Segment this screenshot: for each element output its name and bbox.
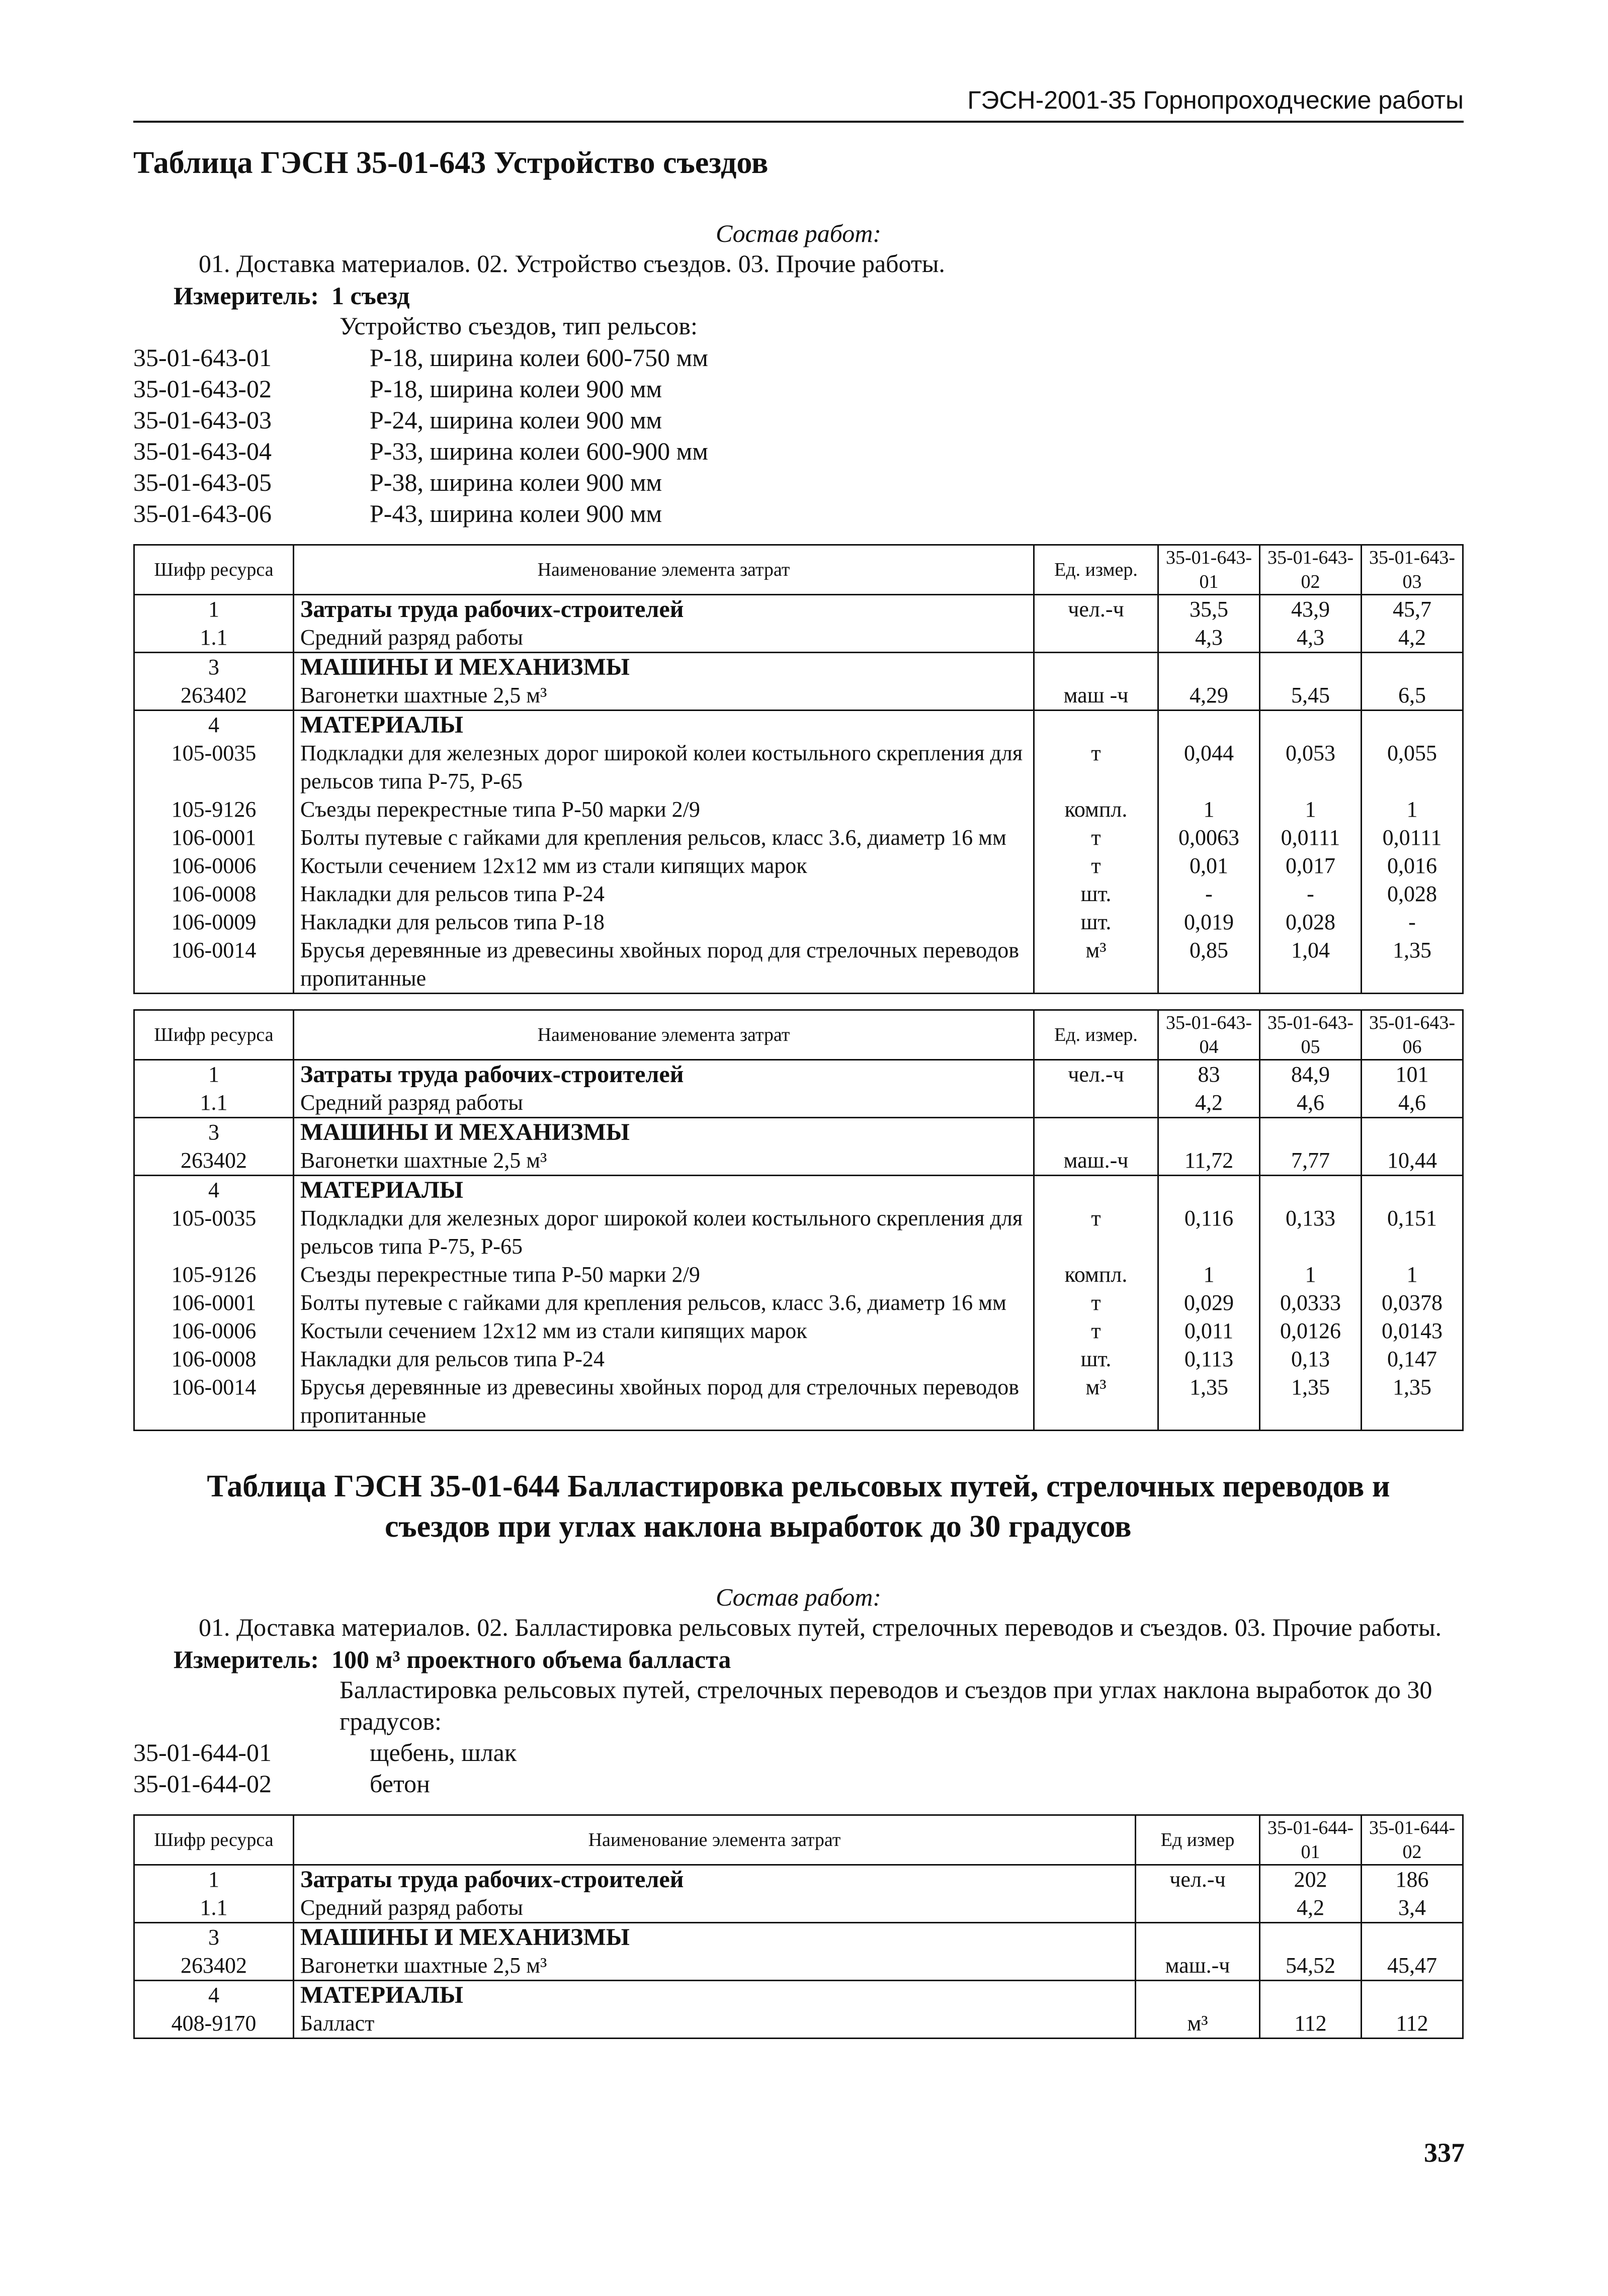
resource-table-644 (133, 1814, 1464, 2039)
cell-code: 1 (134, 594, 294, 624)
table-644-title-line1: Таблица ГЭСН 35-01-644 Балластировка рельсовых путей, стрелочных переводов и (207, 1469, 1390, 1504)
cell-value: 1 (1362, 796, 1463, 824)
cell-value (1158, 1175, 1260, 1204)
cell-name: Вагонетки шахтные 2,5 м³ (294, 1952, 1136, 1981)
cell-code: 105-0035 (134, 739, 294, 796)
cell-code: 4 (134, 710, 294, 739)
cell-value: - (1362, 908, 1463, 936)
table-row (134, 1317, 1463, 1345)
cell-value: 6,5 (1362, 681, 1463, 711)
cell-value (1362, 1923, 1463, 1952)
cell-name: Средний разряд работы (294, 1089, 1034, 1118)
cell-value: 35,5 (1158, 594, 1260, 624)
cell-value: 0,011 (1158, 1317, 1260, 1345)
cell-unit: м³ (1034, 936, 1158, 994)
header-code: Шифр ресурса (134, 1815, 294, 1865)
subhead-643: Устройство съездов, тип рельсов: (340, 312, 698, 340)
code-description: щебень, шлак (370, 1738, 517, 1767)
cell-code: 106-0001 (134, 1289, 294, 1317)
cell-code: 1 (134, 1059, 294, 1089)
table-row (134, 681, 1463, 711)
table-row (134, 1952, 1463, 1981)
cell-code: 106-0014 (134, 1373, 294, 1431)
cell-value: 0,85 (1158, 936, 1260, 994)
cell-unit: чел.-ч (1034, 594, 1158, 624)
cell-value: 0,055 (1362, 739, 1463, 796)
cell-unit: т (1034, 1289, 1158, 1317)
cell-unit (1034, 624, 1158, 653)
code-row (133, 435, 1464, 467)
cell-code: 1.1 (134, 1089, 294, 1118)
running-head: ГЭСН-2001-35 Горнопроходческие работы (133, 85, 1464, 123)
cell-value: 112 (1260, 2009, 1362, 2039)
cell-unit (1034, 1117, 1158, 1146)
composition-label-643: Состав работ: (715, 219, 882, 247)
header-code: Шифр ресурса (134, 545, 294, 594)
cell-name: Средний разряд работы (294, 1894, 1136, 1923)
code-row (133, 498, 1464, 529)
cell-unit: чел.-ч (1034, 1059, 1158, 1089)
cell-value: 45,7 (1362, 594, 1463, 624)
table-row (134, 1345, 1463, 1373)
cell-value: 0,016 (1362, 852, 1463, 880)
header-row (134, 545, 1463, 594)
cell-unit: маш.-ч (1034, 1146, 1158, 1176)
header-column: 35-01-644-02 (1362, 1815, 1463, 1865)
cell-name: Затраты труда рабочих-строителей (294, 1865, 1136, 1894)
cell-code: 408-9170 (134, 2009, 294, 2039)
code-number: 35-01-643-01 (133, 343, 272, 372)
cell-code: 106-0001 (134, 824, 294, 852)
table-row (134, 1865, 1463, 1894)
cell-value (1260, 652, 1362, 681)
code-number: 35-01-644-02 (133, 1770, 272, 1798)
cell-unit: шт. (1034, 880, 1158, 908)
cell-unit: т (1034, 824, 1158, 852)
cell-value: 1 (1158, 1261, 1260, 1289)
measure-644 (174, 1645, 1464, 1674)
cell-name: Болты путевые с гайками для крепления рельсов, класс 3.6, диаметр 16 мм (294, 824, 1034, 852)
header-column: 35-01-643-01 (1158, 545, 1260, 594)
table-row (134, 652, 1463, 681)
cell-value (1260, 1117, 1362, 1146)
cell-value: 0,019 (1158, 908, 1260, 936)
cell-name: Балласт (294, 2009, 1136, 2039)
cell-value (1260, 710, 1362, 739)
code-row (133, 404, 1464, 435)
cell-code: 3 (134, 1923, 294, 1952)
cell-unit: компл. (1034, 1261, 1158, 1289)
cell-value: 84,9 (1260, 1059, 1362, 1089)
cell-name: Вагонетки шахтные 2,5 м³ (294, 681, 1034, 711)
cell-value: 112 (1362, 2009, 1463, 2039)
cell-unit (1136, 1923, 1260, 1952)
cell-value: 1,04 (1260, 936, 1362, 994)
code-description: бетон (370, 1770, 430, 1798)
cell-value: 186 (1362, 1865, 1463, 1894)
cell-code: 3 (134, 1117, 294, 1146)
cell-value: 4,3 (1158, 624, 1260, 653)
cell-value: 4,29 (1158, 681, 1260, 711)
cell-value (1260, 1175, 1362, 1204)
cell-value: 4,2 (1362, 624, 1463, 653)
cell-name: Накладки для рельсов типа Р-18 (294, 908, 1034, 936)
cell-value: 0,0126 (1260, 1317, 1362, 1345)
table-643-title: Таблица ГЭСН 35-01-643 Устройство съездов (133, 146, 769, 180)
cell-name: Брусья деревянные из древесины хвойных пород для стрелочных переводов пропитанные (294, 1373, 1034, 1431)
cell-value: 1 (1362, 1261, 1463, 1289)
header-row (134, 1815, 1463, 1865)
cell-value: 0,028 (1260, 908, 1362, 936)
cell-name: Накладки для рельсов типа Р-24 (294, 880, 1034, 908)
code-number: 35-01-643-03 (133, 405, 272, 434)
cell-code: 4 (134, 1981, 294, 2010)
composition-label-644: Состав работ: (715, 1582, 882, 1611)
page-number: 337 (1424, 2138, 1465, 2168)
code-description: Р-38, ширина колеи 900 мм (370, 468, 662, 496)
resource-table-643-b (133, 1009, 1464, 1431)
table-row (134, 1261, 1463, 1289)
cell-name: Брусья деревянные из древесины хвойных пород для стрелочных переводов пропитанные (294, 936, 1034, 994)
code-description: Р-24, ширина колеи 900 мм (370, 405, 662, 434)
table-row (134, 852, 1463, 880)
cell-name: Подкладки для железных дорог широкой колеи костыльного скрепления для рельсов типа Р-75, Р-65 (294, 1204, 1034, 1261)
cell-value (1362, 1175, 1463, 1204)
cell-name: Болты путевые с гайками для крепления рельсов, класс 3.6, диаметр 16 мм (294, 1289, 1034, 1317)
measure-value-643: 1 съезд (331, 282, 410, 310)
cell-unit: компл. (1034, 796, 1158, 824)
cell-value: 1,35 (1158, 1373, 1260, 1431)
cell-value: 0,0378 (1362, 1289, 1463, 1317)
cell-value: 0,029 (1158, 1289, 1260, 1317)
cell-name: МАТЕРИАЛЫ (294, 1981, 1136, 2010)
cell-value: 4,6 (1260, 1089, 1362, 1118)
cell-value: 0,116 (1158, 1204, 1260, 1261)
cell-unit: м³ (1136, 2009, 1260, 2039)
cell-value: 0,0143 (1362, 1317, 1463, 1345)
cell-code: 106-0006 (134, 1317, 294, 1345)
table-row (134, 1204, 1463, 1261)
cell-unit: т (1034, 1204, 1158, 1261)
cell-value: - (1158, 880, 1260, 908)
header-unit: Ед измер (1136, 1815, 1260, 1865)
cell-value: 7,77 (1260, 1146, 1362, 1176)
resource-table-643-a (133, 544, 1464, 994)
cell-unit (1034, 710, 1158, 739)
header-unit: Ед. измер. (1034, 545, 1158, 594)
cell-value: 0,017 (1260, 852, 1362, 880)
cell-value: 83 (1158, 1059, 1260, 1089)
header-name: Наименование элемента затрат (294, 1815, 1136, 1865)
cell-name: Подкладки для железных дорог широкой колеи костыльного скрепления для рельсов типа Р-75, Р-65 (294, 739, 1034, 796)
cell-name: МАШИНЫ И МЕХАНИЗМЫ (294, 652, 1034, 681)
table-row (134, 1373, 1463, 1431)
subhead-644: Балластировка рельсовых путей, стрелочных переводов и съездов при углах наклона выработок до 30 градусов: (340, 1675, 1432, 1735)
cell-value (1260, 1923, 1362, 1952)
measure-label-643: Измеритель: (174, 282, 319, 310)
cell-name: Затраты труда рабочих-строителей (294, 594, 1034, 624)
composition-text-643: 01. Доставка материалов. 02. Устройство съездов. 03. Прочие работы. (199, 249, 945, 278)
code-description: Р-18, ширина колеи 600-750 мм (370, 343, 708, 372)
code-description: Р-18, ширина колеи 900 мм (370, 374, 662, 403)
cell-value: 0,13 (1260, 1345, 1362, 1373)
cell-name: МАТЕРИАЛЫ (294, 1175, 1034, 1204)
table-row (134, 908, 1463, 936)
composition-text-644: 01. Доставка материалов. 02. Балластировка рельсовых путей, стрелочных переводов и съездов. 03. Прочие работы. (199, 1613, 1442, 1641)
cell-value: 54,52 (1260, 1952, 1362, 1981)
cell-code: 106-0006 (134, 852, 294, 880)
cell-value: 0,113 (1158, 1345, 1260, 1373)
code-row (133, 342, 1464, 373)
cell-unit (1136, 1981, 1260, 2010)
cell-value: 4,2 (1260, 1894, 1362, 1923)
cell-value (1362, 710, 1463, 739)
cell-unit: т (1034, 739, 1158, 796)
table-row (134, 824, 1463, 852)
cell-unit: маш -ч (1034, 681, 1158, 711)
cell-name: Съезды перекрестные типа Р-50 марки 2/9 (294, 1261, 1034, 1289)
cell-value: 3,4 (1362, 1894, 1463, 1923)
cell-value: 11,72 (1158, 1146, 1260, 1176)
cell-value (1362, 1981, 1463, 2010)
cell-unit: м³ (1034, 1373, 1158, 1431)
cell-unit: шт. (1034, 1345, 1158, 1373)
header-column: 35-01-643-04 (1158, 1010, 1260, 1059)
cell-unit: т (1034, 852, 1158, 880)
cell-value: 1 (1260, 796, 1362, 824)
cell-value: 0,01 (1158, 852, 1260, 880)
header-row (134, 1010, 1463, 1059)
cell-code: 3 (134, 652, 294, 681)
table-row (134, 936, 1463, 994)
header-unit: Ед. измер. (1034, 1010, 1158, 1059)
cell-value: 0,147 (1362, 1345, 1463, 1373)
cell-name: Костыли сечением 12х12 мм из стали кипящих марок (294, 1317, 1034, 1345)
code-number: 35-01-643-02 (133, 374, 272, 403)
cell-code: 105-0035 (134, 1204, 294, 1261)
measure-value-644: 100 м³ проектного объема балласта (331, 1645, 731, 1674)
table-row (134, 1981, 1463, 2010)
table-row (134, 624, 1463, 653)
cell-name: Накладки для рельсов типа Р-24 (294, 1345, 1034, 1373)
cell-code: 106-0008 (134, 880, 294, 908)
table-row (134, 796, 1463, 824)
cell-value: 0,053 (1260, 739, 1362, 796)
cell-name: Съезды перекрестные типа Р-50 марки 2/9 (294, 796, 1034, 824)
code-row (133, 1737, 1464, 1768)
cell-unit (1136, 1894, 1260, 1923)
cell-value: 202 (1260, 1865, 1362, 1894)
cell-code: 105-9126 (134, 1261, 294, 1289)
cell-value: 0,133 (1260, 1204, 1362, 1261)
cell-code: 263402 (134, 1146, 294, 1176)
cell-name: Средний разряд работы (294, 624, 1034, 653)
cell-unit: чел.-ч (1136, 1865, 1260, 1894)
cell-code: 4 (134, 1175, 294, 1204)
table-row (134, 2009, 1463, 2039)
code-number: 35-01-643-05 (133, 468, 272, 496)
code-number: 35-01-644-01 (133, 1738, 272, 1767)
cell-code: 1.1 (134, 1894, 294, 1923)
cell-code: 1 (134, 1865, 294, 1894)
header-name: Наименование элемента затрат (294, 1010, 1034, 1059)
cell-value (1158, 1117, 1260, 1146)
cell-value: 1,35 (1362, 936, 1463, 994)
table-row (134, 1175, 1463, 1204)
cell-value: 45,47 (1362, 1952, 1463, 1981)
cell-code: 106-0014 (134, 936, 294, 994)
table-row (134, 739, 1463, 796)
cell-name: МАШИНЫ И МЕХАНИЗМЫ (294, 1117, 1034, 1146)
cell-value: 0,0111 (1260, 824, 1362, 852)
table-644-title-line2: съездов при углах наклона выработок до 30 градусов (385, 1510, 1132, 1544)
cell-value: 4,6 (1362, 1089, 1463, 1118)
cell-code: 105-9126 (134, 796, 294, 824)
header-name: Наименование элемента затрат (294, 545, 1034, 594)
cell-value: 1 (1158, 796, 1260, 824)
code-number: 35-01-643-04 (133, 436, 272, 465)
measure-label-644: Измеритель: (174, 1645, 319, 1674)
cell-unit (1034, 652, 1158, 681)
cell-value (1260, 1981, 1362, 2010)
table-row (134, 880, 1463, 908)
cell-value: - (1260, 880, 1362, 908)
cell-code: 106-0009 (134, 908, 294, 936)
cell-unit: т (1034, 1317, 1158, 1345)
cell-value: 43,9 (1260, 594, 1362, 624)
cell-value (1362, 652, 1463, 681)
cell-value (1158, 710, 1260, 739)
cell-value (1158, 652, 1260, 681)
table-row (134, 1289, 1463, 1317)
table-row (134, 710, 1463, 739)
cell-value (1362, 1117, 1463, 1146)
cell-unit (1034, 1089, 1158, 1118)
header-column: 35-01-643-02 (1260, 545, 1362, 594)
cell-value: 0,028 (1362, 880, 1463, 908)
cell-name: МАШИНЫ И МЕХАНИЗМЫ (294, 1923, 1136, 1952)
code-row (133, 1768, 1464, 1799)
cell-name: Вагонетки шахтные 2,5 м³ (294, 1146, 1034, 1176)
cell-name: Затраты труда рабочих-строителей (294, 1059, 1034, 1089)
cell-value: 5,45 (1260, 681, 1362, 711)
code-description: Р-33, ширина колеи 600-900 мм (370, 436, 708, 465)
table-row (134, 1117, 1463, 1146)
cell-value: 101 (1362, 1059, 1463, 1089)
cell-code: 263402 (134, 1952, 294, 1981)
header-column: 35-01-643-03 (1362, 545, 1463, 594)
table-row (134, 594, 1463, 624)
code-description: Р-43, ширина колеи 900 мм (370, 499, 662, 527)
cell-value: 1,35 (1362, 1373, 1463, 1431)
cell-value: 0,0333 (1260, 1289, 1362, 1317)
cell-value: 1,35 (1260, 1373, 1362, 1431)
cell-code: 263402 (134, 681, 294, 711)
table-row (134, 1146, 1463, 1176)
cell-unit: маш.-ч (1136, 1952, 1260, 1981)
cell-code: 106-0008 (134, 1345, 294, 1373)
cell-value: 10,44 (1362, 1146, 1463, 1176)
cell-value: 0,0063 (1158, 824, 1260, 852)
code-row (133, 467, 1464, 498)
code-row (133, 373, 1464, 404)
cell-name: МАТЕРИАЛЫ (294, 710, 1034, 739)
cell-unit (1034, 1175, 1158, 1204)
table-row (134, 1089, 1463, 1118)
document-page (133, 85, 1464, 2039)
table-row (134, 1894, 1463, 1923)
cell-name: Костыли сечением 12х12 мм из стали кипящих марок (294, 852, 1034, 880)
table-row (134, 1923, 1463, 1952)
header-code: Шифр ресурса (134, 1010, 294, 1059)
cell-value: 4,3 (1260, 624, 1362, 653)
cell-value: 0,0111 (1362, 824, 1463, 852)
cell-value: 0,151 (1362, 1204, 1463, 1261)
header-column: 35-01-644-01 (1260, 1815, 1362, 1865)
code-list-644 (133, 1737, 1464, 1799)
cell-unit: шт. (1034, 908, 1158, 936)
code-list-643 (133, 342, 1464, 529)
cell-code: 1.1 (134, 624, 294, 653)
table-row (134, 1059, 1463, 1089)
cell-value: 4,2 (1158, 1089, 1260, 1118)
header-column: 35-01-643-06 (1362, 1010, 1463, 1059)
cell-value: 0,044 (1158, 739, 1260, 796)
measure-643 (174, 281, 1464, 310)
cell-value: 1 (1260, 1261, 1362, 1289)
code-number: 35-01-643-06 (133, 499, 272, 527)
header-column: 35-01-643-05 (1260, 1010, 1362, 1059)
table-644-title (133, 1466, 1464, 1547)
